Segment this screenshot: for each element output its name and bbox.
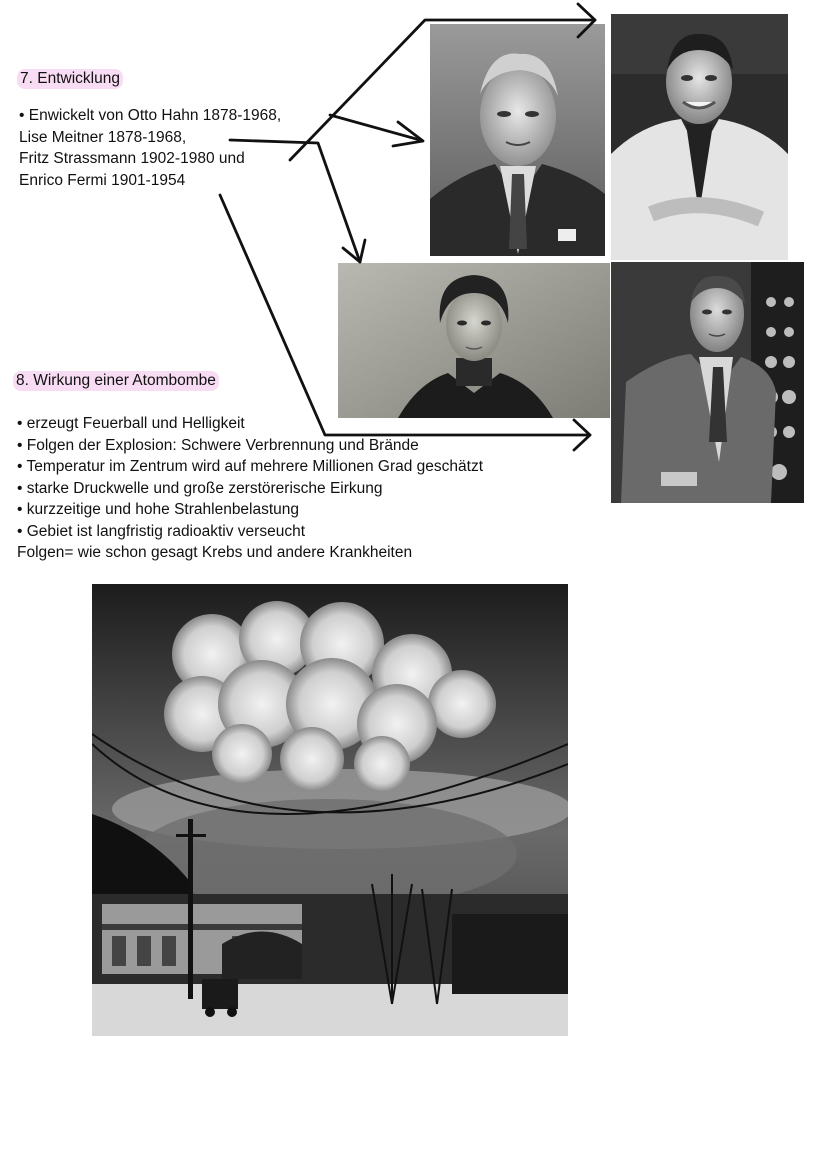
text-line: Enrico Fermi 1901-1954 <box>19 171 186 189</box>
text-line: Lise Meitner 1878-1968, <box>19 128 187 146</box>
text-line: • Folgen der Explosion: Schwere Verbrennung und Brände <box>17 436 419 454</box>
text-line: • Gebiet ist langfristig radioaktiv verseucht <box>17 522 305 540</box>
text-line: Folgen= wie schon gesagt Krebs und andere Krankheiten <box>17 544 413 561</box>
text-line: • kurzzeitige und hohe Strahlenbelastung <box>17 501 300 518</box>
section-7-heading: 7. Entwicklung <box>17 69 123 89</box>
section-8-heading: 8. Wirkung einer Atombombe <box>13 371 219 391</box>
text-line: • starke Druckwelle und große zerstörerische Eirkung <box>17 479 383 497</box>
text-line: Fritz Strassmann 1902-1980 und <box>19 150 245 167</box>
text-line: • erzeugt Feuerball und Helligkeit <box>17 415 245 432</box>
text-line: • Temperatur im Zentrum wird auf mehrere Millionen Grad geschätzt <box>17 458 484 475</box>
text-line: • Enwickelt von Otto Hahn 1878-1968, <box>19 107 282 124</box>
